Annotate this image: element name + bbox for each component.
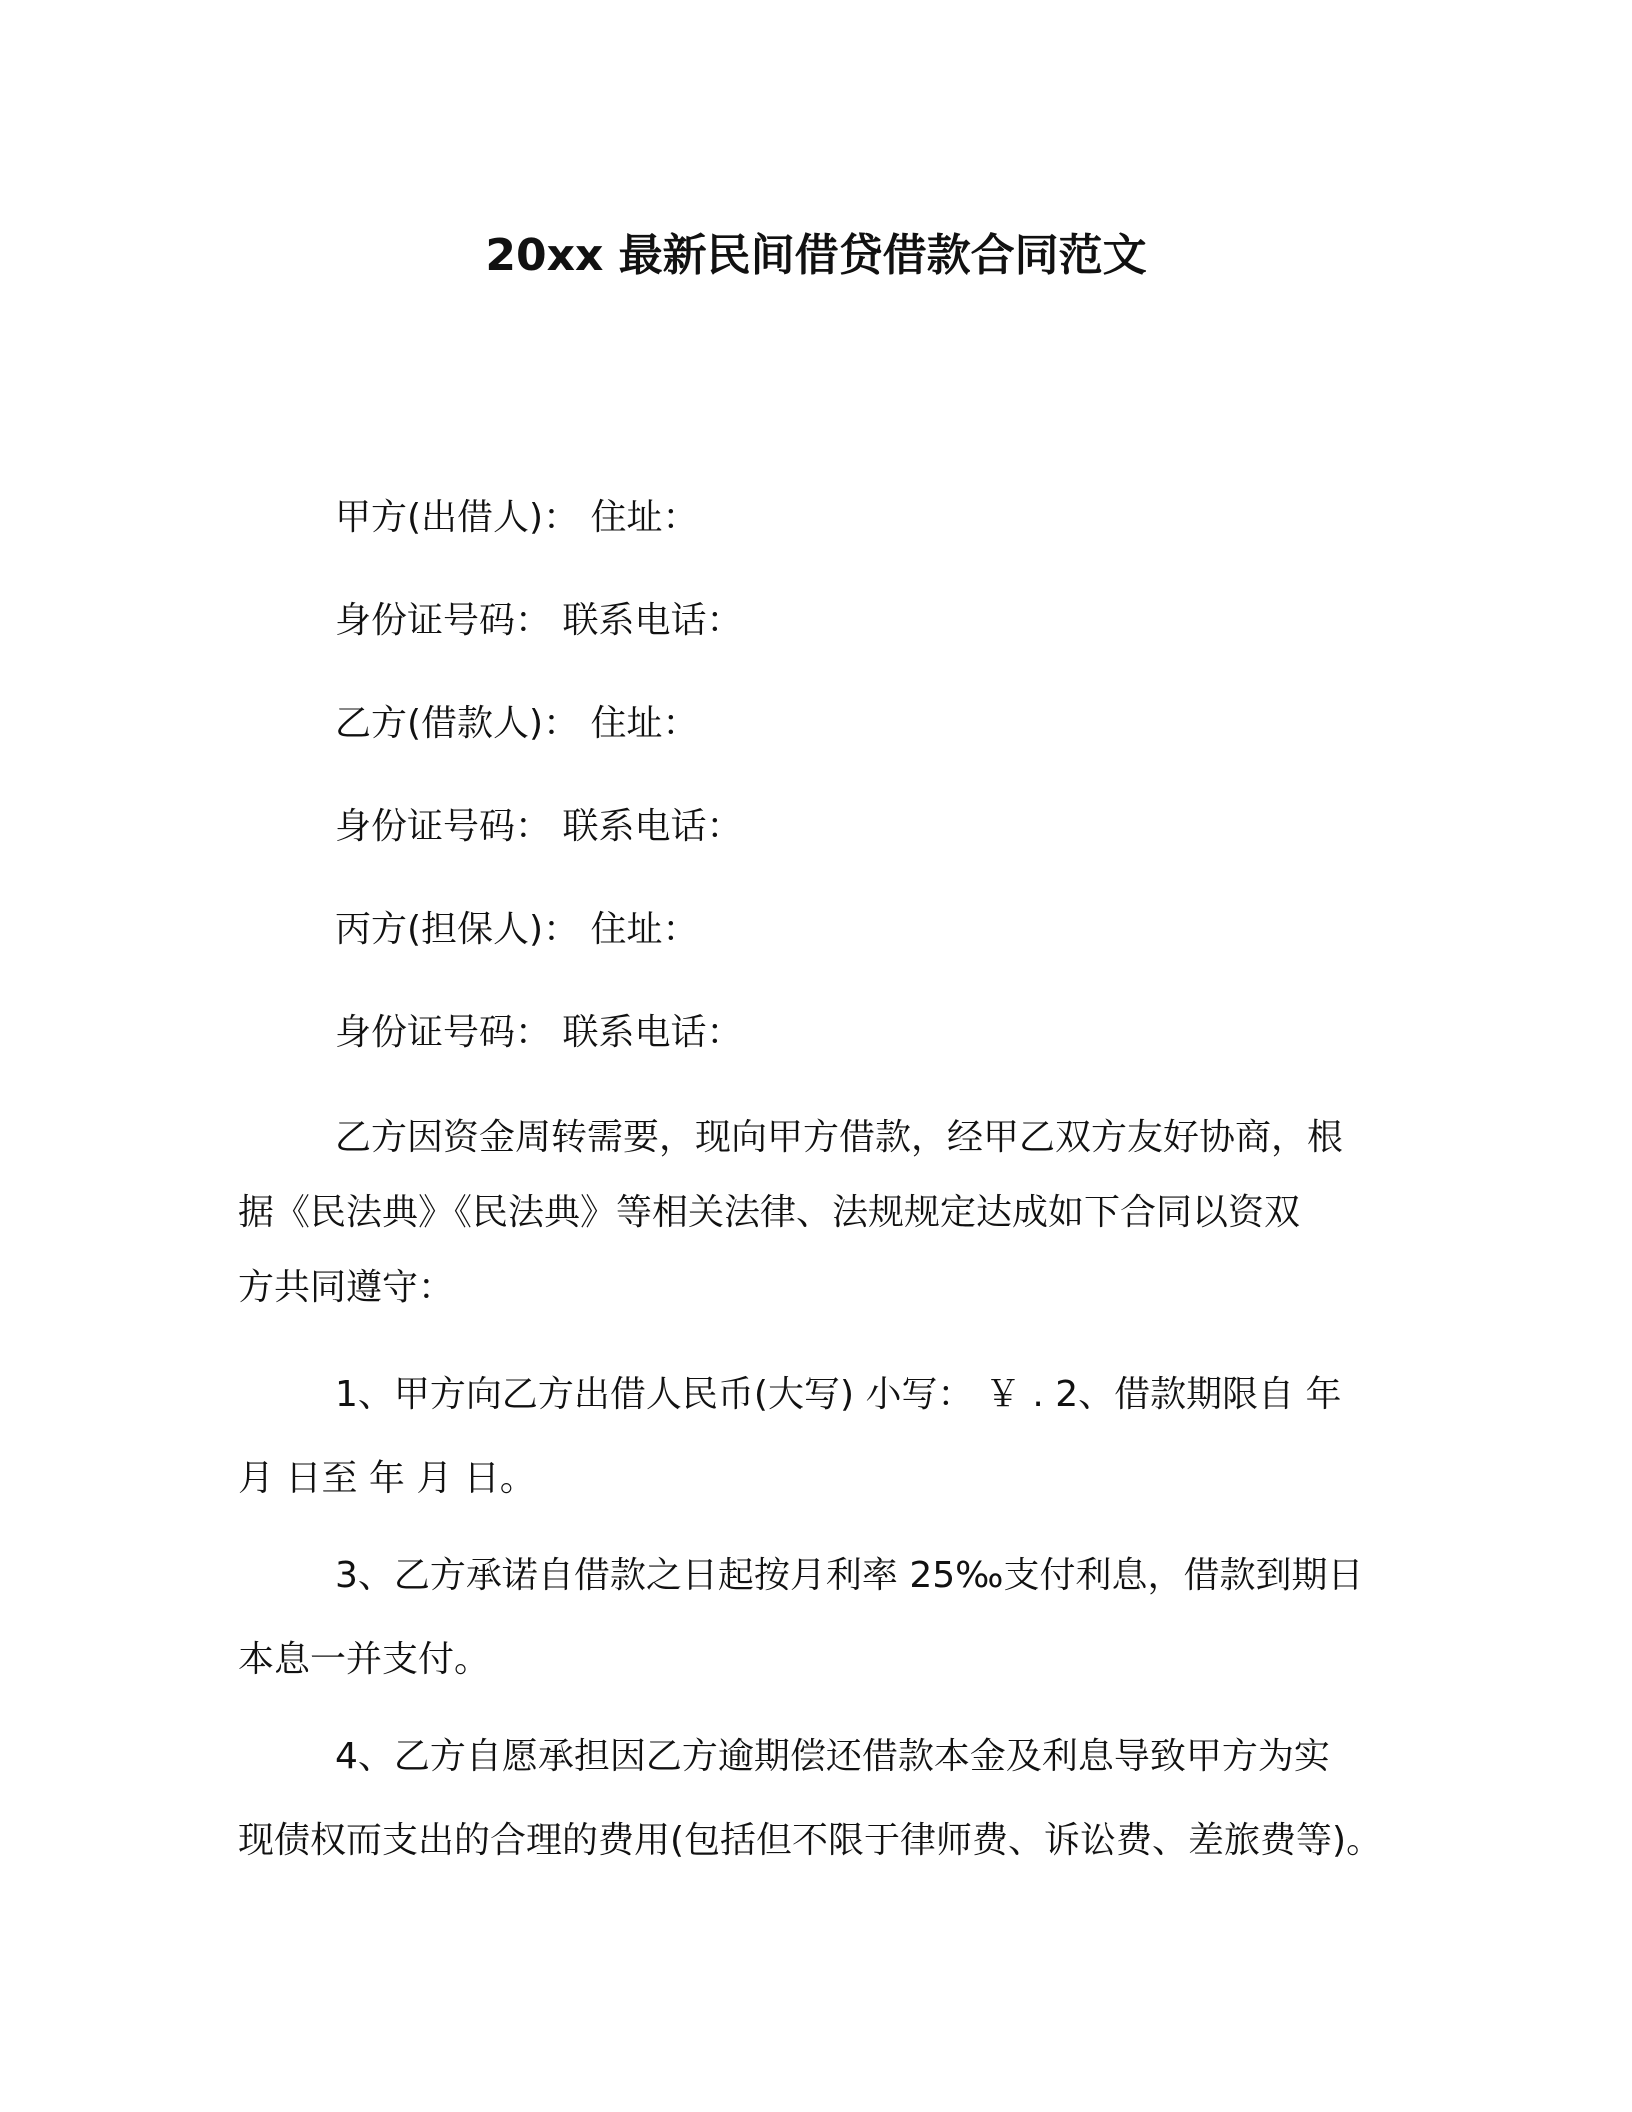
intro-paragraph [238,1113,1438,1313]
paragraph-line: 据《民法典》《民法典》等相关法律、法规规定达成如下合同以资双 [238,1192,1301,1233]
lender-id-phone-line: 身份证号码： 联系电话： [335,600,743,641]
clause-3-paragraph [238,1551,1438,1685]
paragraph-line: 本息一并支付。 [238,1639,491,1680]
clause-4-paragraph [238,1732,1438,1866]
paragraph-line: 3、乙方承诺自借款之日起按月利率 25‰支付利息，借款到期日 [335,1555,1364,1596]
paragraph-line: 月 日至 年 月 日。 [238,1458,536,1499]
paragraph-line: 乙方因资金周转需要，现向甲方借款，经甲乙双方友好协商，根 [335,1117,1344,1158]
paragraph-line: 现债权而支出的合理的费用(包括但不限于律师费、诉讼费、差旅费等)。 [238,1820,1383,1861]
guarantor-address-line: 丙方(担保人)： 住址： [335,909,699,950]
document-title: 20xx 最新民间借贷借款合同范文 [485,230,1147,281]
paragraph-line: 方共同遵守： [238,1267,455,1308]
borrower-address-line: 乙方(借款人)： 住址： [335,703,699,744]
paragraph-line: 4、乙方自愿承担因乙方逾期偿还借款本金及利息导致甲方为实 [335,1736,1330,1777]
lender-address-line: 甲方(出借人)： 住址： [335,497,699,538]
guarantor-id-phone-line: 身份证号码： 联系电话： [335,1012,743,1053]
paragraph-line: 1、甲方向乙方出借人民币(大写) 小写： ￥ . 2、借款期限自 年 [335,1374,1342,1415]
borrower-id-phone-line: 身份证号码： 联系电话： [335,806,743,847]
clause-1-2-paragraph [238,1370,1438,1504]
